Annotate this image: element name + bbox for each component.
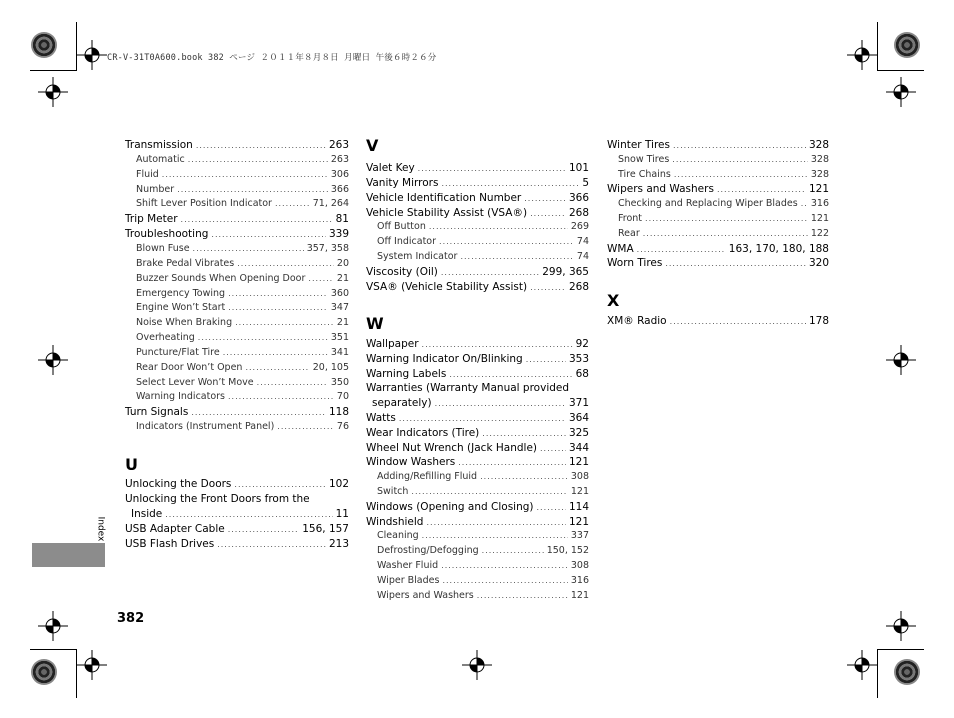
index-subentry — [136, 258, 349, 269]
entry-term: Select Lever Won’t Move — [136, 376, 254, 388]
index-subentry — [377, 590, 589, 601]
entry-term: Wear Indicators (Tire) — [366, 426, 480, 439]
entry-term: USB Adapter Cable — [125, 523, 225, 535]
crop-mark — [877, 649, 924, 650]
dot-leader — [672, 155, 808, 164]
index-entry — [125, 213, 349, 225]
page-reference: 20, 105 — [312, 361, 349, 373]
entry-term: Troubleshooting — [125, 228, 209, 241]
index-subentry — [618, 169, 829, 180]
page-reference: 328 — [808, 139, 829, 151]
dot-leader — [228, 392, 334, 401]
page-reference: 71, 264 — [312, 198, 349, 210]
page-reference: 11 — [335, 508, 349, 520]
entry-term: Overheating — [136, 332, 195, 344]
page-reference: 163, 170, 180, 188 — [728, 242, 829, 255]
dot-leader — [480, 472, 568, 481]
index-subentry — [136, 391, 349, 402]
index-entry — [366, 338, 589, 350]
entry-term: Warning Indicators — [136, 391, 226, 403]
page-reference: 121 — [810, 213, 829, 224]
entry-term: Wallpaper — [366, 338, 419, 350]
dot-leader — [191, 408, 326, 417]
index-subentry — [377, 236, 589, 247]
entry-term: Tire Chains — [618, 168, 671, 180]
registration-crosshair-icon — [77, 650, 107, 680]
dot-leader — [257, 378, 328, 387]
index-subentry — [136, 421, 349, 432]
entry-term: System Indicator — [377, 251, 458, 263]
page-reference: 366 — [330, 183, 349, 195]
index-subentry — [136, 154, 349, 165]
index-entry — [366, 162, 589, 174]
page-reference: 353 — [568, 352, 589, 365]
registration-crosshair-icon — [847, 40, 877, 70]
page-reference: 102 — [328, 478, 349, 490]
registration-crosshair-icon — [38, 345, 68, 375]
index-entry — [607, 139, 829, 151]
entry-term: Puncture/Flat Tire — [136, 346, 220, 358]
page-reference: 306 — [330, 168, 349, 180]
index-subentry — [136, 184, 349, 195]
dot-leader — [411, 487, 567, 496]
dot-leader — [670, 317, 806, 326]
page-reference: 121 — [570, 486, 589, 497]
index-entry — [607, 183, 829, 195]
page-reference: 81 — [335, 213, 349, 226]
index-subentry — [618, 154, 829, 165]
entry-term: Defrosting/Defogging — [377, 545, 479, 557]
color-rosette-icon — [894, 659, 920, 685]
dot-leader — [477, 591, 568, 600]
page-number: 382 — [117, 611, 145, 626]
entry-term: Unlocking the Doors — [125, 478, 232, 490]
page-reference: 328 — [810, 168, 829, 180]
entry-term: Off Indicator — [377, 236, 437, 248]
dot-leader — [441, 561, 568, 570]
entry-term: Switch — [377, 486, 409, 497]
index-entry — [607, 315, 829, 327]
page-reference: 74 — [576, 236, 589, 248]
dot-leader — [441, 179, 579, 188]
dot-leader — [458, 458, 566, 467]
index-subentry — [377, 545, 589, 556]
dot-leader — [426, 518, 565, 527]
dot-leader — [665, 259, 806, 268]
entry-term: VSA® (Vehicle Stability Assist) — [366, 280, 528, 293]
dot-leader — [442, 576, 567, 585]
index-side-tab — [32, 543, 105, 567]
entry-term: Trip Meter — [125, 213, 178, 226]
print-header: CR-V-31T0A600.book 382 ページ ２０１１年８月８日 月曜日 午後６時２６分 — [107, 53, 437, 63]
dot-leader — [449, 370, 572, 379]
index-subentry — [618, 228, 829, 239]
index-subentry — [377, 486, 589, 497]
crop-mark — [30, 70, 77, 71]
page-reference: 344 — [568, 441, 589, 454]
dot-leader — [530, 283, 566, 292]
dot-leader — [196, 141, 326, 150]
page-reference: 351 — [330, 332, 349, 344]
crop-mark — [877, 649, 878, 698]
dot-leader — [637, 245, 726, 254]
letter-heading-x: X — [607, 291, 620, 310]
index-subentry — [136, 377, 349, 388]
page-reference: 328 — [810, 153, 829, 165]
index-entry — [366, 427, 589, 439]
page-reference: 268 — [568, 280, 589, 293]
index-entry — [607, 257, 829, 269]
entry-term: Rear Door Won’t Open — [136, 361, 243, 373]
dot-leader — [165, 510, 332, 519]
index-entry — [366, 266, 589, 278]
entry-term: Transmission — [125, 139, 193, 151]
dot-leader — [237, 259, 334, 268]
entry-term: Front — [618, 213, 643, 224]
dot-leader — [674, 170, 808, 179]
dot-leader — [228, 525, 300, 534]
index-subentry — [136, 198, 349, 209]
registration-crosshair-icon — [462, 650, 492, 680]
index-subentry — [136, 317, 349, 328]
page-reference: 316 — [810, 198, 829, 210]
entry-term: Inside — [131, 508, 163, 520]
index-entry — [366, 353, 589, 365]
entry-term: Winter Tires — [607, 139, 670, 151]
index-subentry — [136, 169, 349, 180]
entry-term: Wipers and Washers — [607, 183, 714, 196]
entry-term: XM® Radio — [607, 315, 667, 327]
registration-crosshair-icon — [847, 650, 877, 680]
page-reference: 121 — [568, 515, 589, 528]
page-reference: 347 — [330, 302, 349, 314]
crop-mark — [76, 22, 77, 71]
dot-leader — [177, 185, 328, 194]
dot-leader — [162, 170, 328, 179]
page-reference: 263 — [330, 153, 349, 165]
entry-term: Wipers and Washers — [377, 589, 474, 601]
letter-heading-u: U — [125, 455, 138, 474]
entry-term: Windows (Opening and Closing) — [366, 500, 534, 513]
page-reference: 357, 358 — [306, 242, 349, 254]
crop-mark — [877, 22, 878, 71]
dot-leader — [460, 252, 573, 261]
index-subentry — [377, 221, 589, 232]
entry-term: Engine Won’t Start — [136, 302, 226, 314]
dot-leader — [211, 230, 326, 239]
index-entry — [125, 139, 349, 151]
entry-term: Warning Indicator On/Blinking — [366, 352, 523, 365]
crop-mark — [30, 649, 77, 650]
index-subentry — [136, 288, 349, 299]
index-subentry — [377, 251, 589, 262]
entry-term: Vehicle Stability Assist (VSA®) — [366, 206, 528, 219]
dot-leader — [181, 215, 333, 224]
page-reference: 20 — [336, 257, 349, 269]
index-entry — [607, 243, 829, 255]
letter-heading-w: W — [366, 314, 384, 333]
index-entry — [125, 523, 349, 535]
entry-term: Wiper Blades — [377, 574, 440, 586]
entry-term: Watts — [366, 412, 396, 424]
dot-leader — [801, 199, 808, 208]
dot-leader — [482, 546, 544, 555]
dot-leader — [217, 540, 326, 549]
index-entry — [366, 177, 589, 189]
dot-leader — [193, 244, 304, 253]
index-subentry — [136, 362, 349, 373]
entry-term: Worn Tires — [607, 257, 663, 270]
registration-crosshair-icon — [77, 40, 107, 70]
index-subentry — [136, 332, 349, 343]
dot-leader — [308, 274, 334, 283]
page-reference: 21 — [336, 317, 349, 329]
page-reference: 21 — [336, 272, 349, 284]
entry-term: Noise When Braking — [136, 317, 233, 329]
page-reference: 121 — [570, 589, 589, 601]
page-reference: 320 — [808, 257, 829, 270]
dot-leader — [275, 199, 310, 208]
entry-term: Rear — [618, 227, 640, 239]
page-reference: 150, 152 — [546, 545, 589, 557]
index-entry — [366, 192, 589, 204]
index-entry — [125, 228, 349, 240]
dot-leader — [422, 340, 573, 349]
index-subentry — [136, 347, 349, 358]
dot-leader — [717, 185, 806, 194]
registration-crosshair-icon — [38, 611, 68, 641]
page-reference: 76 — [336, 421, 349, 433]
registration-crosshair-icon — [38, 77, 68, 107]
dot-leader — [524, 194, 566, 203]
dot-leader — [526, 355, 566, 364]
page-reference: 308 — [570, 560, 589, 571]
color-rosette-icon — [894, 32, 920, 58]
entry-term: Vanity Mirrors — [366, 176, 439, 189]
index-entry — [366, 368, 589, 380]
index-subentry — [136, 302, 349, 313]
entry-term: WMA — [607, 242, 634, 255]
dot-leader — [418, 164, 566, 173]
dot-leader — [429, 222, 568, 231]
entry-term: Warning Labels — [366, 367, 447, 380]
page-reference: 339 — [328, 228, 349, 241]
color-rosette-icon — [31, 32, 57, 58]
entry-term: Windshield — [366, 515, 424, 528]
dot-leader — [673, 141, 806, 150]
page-reference: 364 — [568, 412, 589, 424]
index-side-label: Index — [95, 516, 106, 542]
entry-term: Blown Fuse — [136, 242, 190, 254]
index-subentry — [377, 471, 589, 482]
entry-term: Buzzer Sounds When Opening Door — [136, 272, 306, 284]
letter-heading-v: V — [366, 136, 379, 155]
dot-leader — [441, 268, 539, 277]
entry-term: USB Flash Drives — [125, 538, 215, 550]
entry-term: Automatic — [136, 153, 185, 165]
registration-crosshair-icon — [886, 611, 916, 641]
page-reference: 366 — [568, 191, 589, 204]
entry-term: Number — [136, 183, 175, 195]
page-reference: 325 — [568, 426, 589, 439]
entry-term: Brake Pedal Vibrates — [136, 257, 235, 269]
index-entry — [366, 412, 589, 424]
index-subentry — [377, 530, 589, 541]
page-reference: 360 — [330, 287, 349, 299]
index-subentry — [618, 198, 829, 209]
index-entry — [131, 508, 349, 520]
page-reference: 213 — [328, 538, 349, 550]
page-reference: 92 — [575, 338, 589, 350]
dot-leader — [530, 209, 566, 218]
dot-leader — [223, 348, 328, 357]
page-reference: 371 — [568, 397, 589, 410]
entry-term: Checking and Replacing Wiper Blades — [618, 198, 798, 210]
registration-crosshair-icon — [886, 345, 916, 375]
dot-leader — [188, 155, 328, 164]
entry-term: Fluid — [136, 168, 159, 180]
entry-term: Wheel Nut Wrench (Jack Handle) — [366, 441, 537, 454]
page-reference: 74 — [576, 251, 589, 263]
entry-term: Off Button — [377, 221, 426, 233]
page-reference: 5 — [582, 176, 589, 189]
index-subentry — [377, 560, 589, 571]
index-entry — [366, 516, 589, 528]
entry-term: Window Washers — [366, 456, 456, 469]
index-subentry — [136, 273, 349, 284]
dot-leader — [540, 444, 566, 453]
index-entry — [366, 207, 589, 219]
page-reference: 263 — [328, 139, 349, 151]
page-reference: 122 — [810, 227, 829, 239]
index-entry: Unlocking the Front Doors from the — [125, 493, 310, 505]
dot-leader — [228, 303, 328, 312]
page-reference: 68 — [575, 367, 589, 380]
page-reference: 121 — [808, 183, 829, 196]
dot-leader — [643, 229, 808, 238]
dot-leader — [235, 318, 334, 327]
index-subentry — [618, 213, 829, 224]
page-reference: 350 — [330, 376, 349, 388]
page-reference: 337 — [570, 530, 589, 542]
color-rosette-icon — [31, 659, 57, 685]
registration-crosshair-icon — [886, 77, 916, 107]
entry-term: Emergency Towing — [136, 287, 226, 299]
index-entry — [125, 538, 349, 550]
index-entry — [366, 501, 589, 513]
page-reference: 178 — [808, 315, 829, 327]
entry-term: Valet Key — [366, 162, 415, 174]
page-reference: 308 — [570, 471, 589, 483]
index-subentry — [377, 575, 589, 586]
page-reference: 121 — [568, 456, 589, 469]
dot-leader — [277, 422, 334, 431]
page-reference: 269 — [570, 221, 589, 233]
entry-term: Vehicle Identification Number — [366, 191, 522, 204]
crop-mark — [877, 70, 924, 71]
page-reference: 114 — [568, 500, 589, 513]
page-reference: 101 — [568, 162, 589, 174]
index-subentry — [136, 243, 349, 254]
index-entry — [372, 397, 589, 409]
dot-leader — [482, 429, 566, 438]
page-reference: 299, 365 — [542, 265, 589, 278]
entry-term: Adding/Refilling Fluid — [377, 471, 478, 483]
page-reference: 268 — [568, 206, 589, 219]
entry-term: Indicators (Instrument Panel) — [136, 421, 275, 433]
index-entry — [125, 478, 349, 490]
dot-leader — [399, 414, 566, 423]
index-entry — [366, 442, 589, 454]
page-reference: 118 — [328, 406, 349, 419]
entry-term: Turn Signals — [125, 406, 189, 419]
entry-term: Snow Tires — [618, 153, 670, 165]
dot-leader — [439, 237, 574, 246]
page-reference: 70 — [336, 391, 349, 403]
index-entry — [366, 281, 589, 293]
page-reference: 341 — [330, 346, 349, 358]
page-reference: 156, 157 — [302, 523, 349, 535]
dot-leader — [198, 333, 328, 342]
dot-leader — [234, 480, 326, 489]
entry-term: Cleaning — [377, 530, 419, 542]
entry-term: Viscosity (Oil) — [366, 265, 438, 278]
dot-leader — [645, 214, 808, 223]
index-entry: Warranties (Warranty Manual provided — [366, 382, 570, 395]
entry-term: separately) — [372, 397, 432, 410]
entry-term: Shift Lever Position Indicator — [136, 198, 272, 210]
dot-leader — [422, 531, 568, 540]
dot-leader — [228, 289, 328, 298]
index-entry — [366, 456, 589, 468]
crop-mark — [76, 649, 77, 698]
entry-term: Washer Fluid — [377, 560, 439, 571]
dot-leader — [435, 399, 566, 408]
dot-leader — [537, 503, 566, 512]
page-reference: 316 — [570, 574, 589, 586]
dot-leader — [245, 363, 309, 372]
index-entry — [125, 406, 349, 418]
